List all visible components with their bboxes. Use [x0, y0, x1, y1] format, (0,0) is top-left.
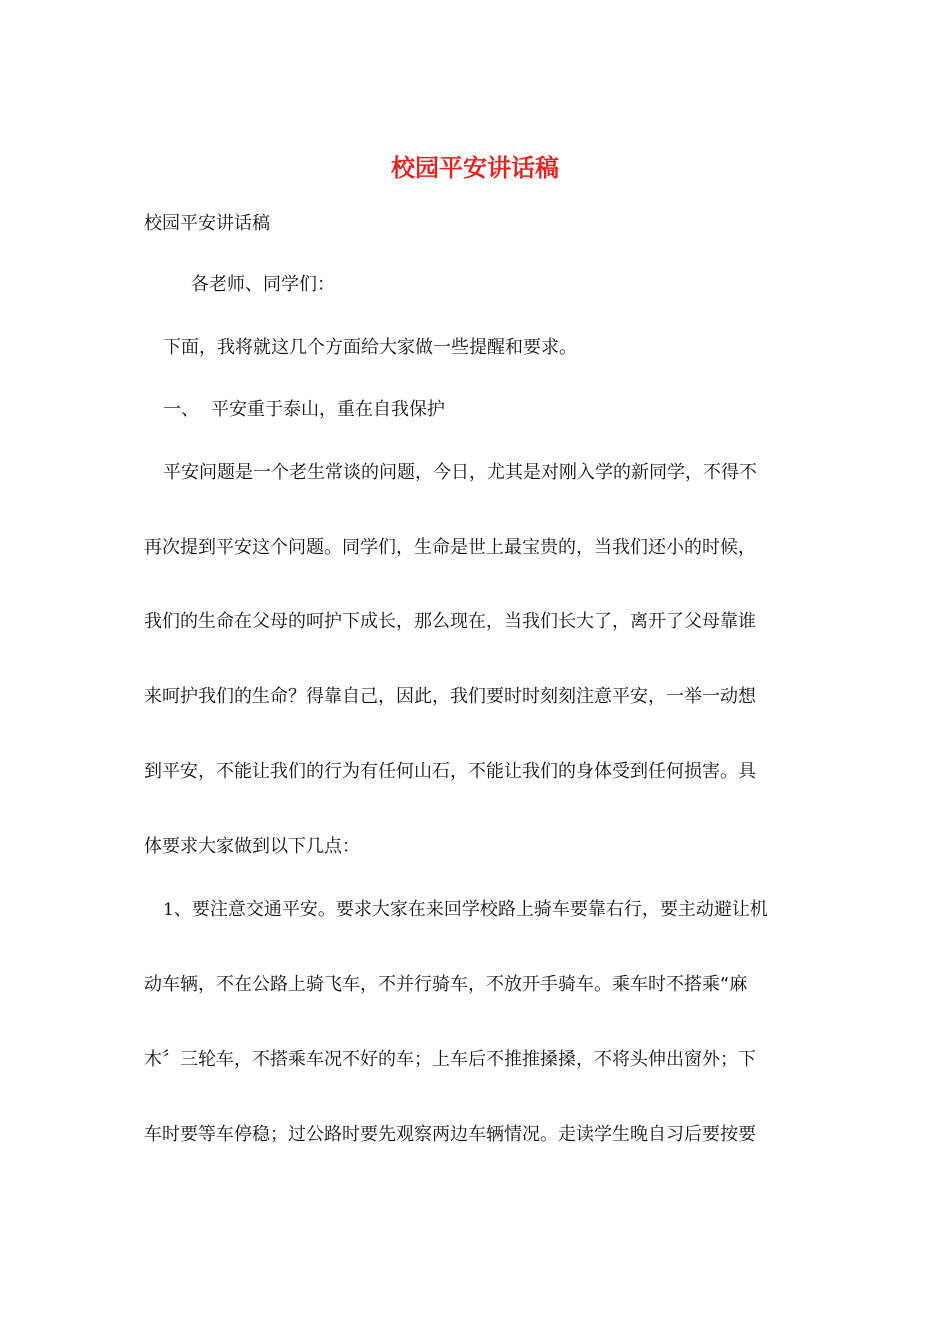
- paragraph-line: 到平安，不能让我们的行为有任何山石，不能让我们的身体受到任何损害。具: [144, 761, 756, 782]
- section-heading-text: 平安重于泰山，重在自我保护: [211, 399, 445, 420]
- paragraph-line: 体要求大家做到以下几点：: [144, 836, 360, 857]
- paragraph-line: 再次提到平安这个问题。同学们，生命是世上最宝贵的，当我们还小的时候，: [144, 537, 756, 558]
- paragraph-line: 来呵护我们的生命？得靠自己，因此，我们要时时刻刻注意平安，一举一动想: [144, 686, 756, 707]
- paragraph-line: 平安问题是一个老生常谈的问题，今日，尤其是对刚入学的新同学，不得不: [163, 462, 757, 483]
- list-item-line: 动车辆，不在公路上骑飞车，不并行骑车，不放开手骑车。乘车时不搭乘“麻: [144, 974, 748, 995]
- list-item-line: [163, 897, 768, 923]
- list-item-line: 木〞三轮车，不搭乘车况不好的车；上车后不推推搡搡，不将头伸出窗外；下: [144, 1049, 756, 1070]
- intro-paragraph: 下面，我将就这几个方面给大家做一些提醒和要求。: [163, 337, 577, 358]
- list-item-number: 1: [163, 900, 174, 920]
- greeting: 各老师、同学们：: [191, 274, 335, 295]
- section-number: 一、: [163, 399, 199, 420]
- document-title: 校园平安讲话稿: [391, 153, 559, 182]
- paragraph-line: 我们的生命在父母的呵护下成长，那么现在，当我们长大了，离开了父母靠谁: [144, 611, 756, 632]
- list-item-text: 、要注意交通平安。要求大家在来回学校路上骑车要靠右行，要主动避让机: [173, 899, 768, 920]
- document-subtitle: 校园平安讲话稿: [144, 213, 270, 234]
- list-item-line: 车时要等车停稳；过公路时要先观察两边车辆情况。走读学生晚自习后要按要: [144, 1124, 756, 1145]
- section-heading: [163, 397, 445, 423]
